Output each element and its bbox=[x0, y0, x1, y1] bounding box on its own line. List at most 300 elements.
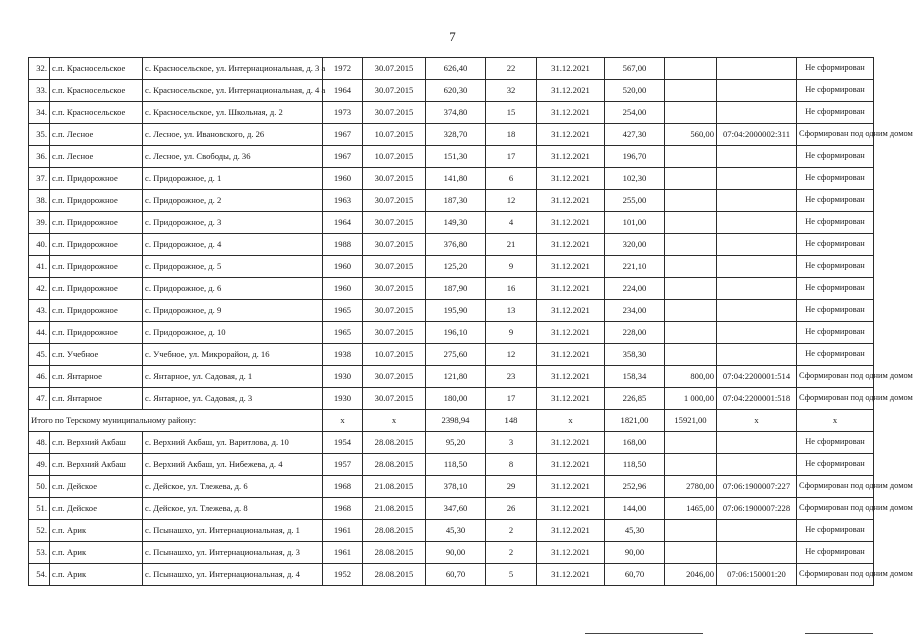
address-cell: с. Янтарное, ул. Садовая, д. 3 bbox=[143, 388, 323, 410]
residents-cell: 17 bbox=[486, 388, 537, 410]
date-cell: 28.08.2015 bbox=[363, 542, 426, 564]
date-cell: 30.07.2015 bbox=[363, 190, 426, 212]
status-cell: Не сформирован bbox=[797, 344, 874, 366]
deadline-cell: 31.12.2021 bbox=[537, 58, 605, 80]
status-cell: Не сформирован bbox=[797, 102, 874, 124]
date-cell: 30.07.2015 bbox=[363, 58, 426, 80]
status-cell: Сформирован под одним домом bbox=[797, 366, 874, 388]
deadline-cell: 31.12.2021 bbox=[537, 476, 605, 498]
area2-cell: 228,00 bbox=[605, 322, 665, 344]
land-area-cell bbox=[665, 454, 717, 476]
settlement-cell: с.п. Учебное bbox=[50, 344, 143, 366]
year-cell: 1961 bbox=[323, 542, 363, 564]
cadastral-number-cell bbox=[717, 190, 797, 212]
deadline-cell: 31.12.2021 bbox=[537, 234, 605, 256]
table-row bbox=[29, 102, 874, 124]
settlement-cell: с.п. Верхний Акбаш bbox=[50, 454, 143, 476]
residents-cell: 26 bbox=[486, 498, 537, 520]
land-area-cell: 2046,00 bbox=[665, 564, 717, 586]
settlement-cell: с.п. Придорожное bbox=[50, 278, 143, 300]
area-cell: 195,90 bbox=[426, 300, 486, 322]
residents-cell: 9 bbox=[486, 256, 537, 278]
table-row bbox=[29, 520, 874, 542]
settlement-cell: с.п. Придорожное bbox=[50, 256, 143, 278]
table-row bbox=[29, 256, 874, 278]
land-area-cell bbox=[665, 300, 717, 322]
address-cell: с. Дейское, ул. Тлежева, д. 8 bbox=[143, 498, 323, 520]
page-number: 7 bbox=[449, 29, 456, 44]
land-area-cell bbox=[665, 146, 717, 168]
status-cell: Не сформирован bbox=[797, 212, 874, 234]
area2-cell: 224,00 bbox=[605, 278, 665, 300]
land-area-cell bbox=[665, 344, 717, 366]
settlement-cell: с.п. Придорожное bbox=[50, 168, 143, 190]
residents-cell: 2 bbox=[486, 542, 537, 564]
address-cell: с. Придорожное, д. 3 bbox=[143, 212, 323, 234]
status-cell: Не сформирован bbox=[797, 80, 874, 102]
deadline-cell: 31.12.2021 bbox=[537, 80, 605, 102]
total-label: Итого по Терскому муниципальному району: bbox=[29, 410, 323, 432]
status-cell: Не сформирован bbox=[797, 322, 874, 344]
area2-cell: 144,00 bbox=[605, 498, 665, 520]
year-cell: 1973 bbox=[323, 102, 363, 124]
address-cell: с. Придорожное, д. 10 bbox=[143, 322, 323, 344]
cadastral-number-cell bbox=[717, 322, 797, 344]
row-number: 41. bbox=[29, 256, 50, 278]
area-cell: 90,00 bbox=[426, 542, 486, 564]
cadastral-number-cell bbox=[717, 80, 797, 102]
housing-registry-table bbox=[28, 57, 913, 586]
area2-cell: 255,00 bbox=[605, 190, 665, 212]
area-cell: 275,60 bbox=[426, 344, 486, 366]
date-cell: 30.07.2015 bbox=[363, 278, 426, 300]
deadline-cell: 31.12.2021 bbox=[537, 564, 605, 586]
area-cell: 376,80 bbox=[426, 234, 486, 256]
row-number: 47. bbox=[29, 388, 50, 410]
settlement-cell: с.п. Дейское bbox=[50, 498, 143, 520]
table-row bbox=[29, 300, 874, 322]
area2-cell: 196,70 bbox=[605, 146, 665, 168]
deadline-cell: 31.12.2021 bbox=[537, 146, 605, 168]
status-cell: Не сформирован bbox=[797, 520, 874, 542]
row-number: 52. bbox=[29, 520, 50, 542]
area-cell: 187,90 bbox=[426, 278, 486, 300]
address-cell: с. Красносельское, ул. Интернациональная, д. 3 а bbox=[143, 58, 323, 80]
settlement-cell: с.п. Дейское bbox=[50, 476, 143, 498]
area2-cell: 252,96 bbox=[605, 476, 665, 498]
deadline-cell: 31.12.2021 bbox=[537, 366, 605, 388]
residents-cell: 18 bbox=[486, 124, 537, 146]
row-number: 45. bbox=[29, 344, 50, 366]
deadline-cell: 31.12.2021 bbox=[537, 388, 605, 410]
cadastral-number-cell bbox=[717, 212, 797, 234]
land-area-cell bbox=[665, 322, 717, 344]
deadline-cell: 31.12.2021 bbox=[537, 278, 605, 300]
settlement-cell: с.п. Арик bbox=[50, 542, 143, 564]
row-number: 48. bbox=[29, 432, 50, 454]
address-cell: с. Лесное, ул. Свободы, д. 36 bbox=[143, 146, 323, 168]
settlement-cell: с.п. Красносельское bbox=[50, 80, 143, 102]
area2-cell: 234,00 bbox=[605, 300, 665, 322]
row-number: 46. bbox=[29, 366, 50, 388]
residents-cell: 5 bbox=[486, 564, 537, 586]
residents-cell: 6 bbox=[486, 168, 537, 190]
area-cell: 118,50 bbox=[426, 454, 486, 476]
address-cell: с. Верхний Акбаш, ул. Варитлова, д. 10 bbox=[143, 432, 323, 454]
cadastral-number-cell bbox=[717, 146, 797, 168]
table-row bbox=[29, 168, 874, 190]
residents-cell: 21 bbox=[486, 234, 537, 256]
area-cell: 620,30 bbox=[426, 80, 486, 102]
deadline-cell: 31.12.2021 bbox=[537, 344, 605, 366]
total-status: x bbox=[797, 410, 874, 432]
status-cell: Сформирован под одним домом bbox=[797, 476, 874, 498]
status-cell: Сформирован под одним домом bbox=[797, 124, 874, 146]
area-cell: 60,70 bbox=[426, 564, 486, 586]
settlement-cell: с.п. Верхний Акбаш bbox=[50, 432, 143, 454]
year-cell: 1968 bbox=[323, 498, 363, 520]
table-row bbox=[29, 322, 874, 344]
total-area: 2398,94 bbox=[426, 410, 486, 432]
date-cell: 30.07.2015 bbox=[363, 388, 426, 410]
cadastral-number-cell bbox=[717, 300, 797, 322]
settlement-cell: с.п. Арик bbox=[50, 520, 143, 542]
land-area-cell: 1 000,00 bbox=[665, 388, 717, 410]
area-cell: 180,00 bbox=[426, 388, 486, 410]
total-cadastral: x bbox=[717, 410, 797, 432]
area-cell: 141,80 bbox=[426, 168, 486, 190]
table-row bbox=[29, 432, 874, 454]
total-row bbox=[29, 410, 874, 432]
residents-cell: 23 bbox=[486, 366, 537, 388]
deadline-cell: 31.12.2021 bbox=[537, 454, 605, 476]
row-number: 33. bbox=[29, 80, 50, 102]
date-cell: 30.07.2015 bbox=[363, 366, 426, 388]
land-area-cell: 560,00 bbox=[665, 124, 717, 146]
year-cell: 1960 bbox=[323, 278, 363, 300]
deadline-cell: 31.12.2021 bbox=[537, 124, 605, 146]
year-cell: 1964 bbox=[323, 212, 363, 234]
row-number: 50. bbox=[29, 476, 50, 498]
date-cell: 30.07.2015 bbox=[363, 234, 426, 256]
row-number: 54. bbox=[29, 564, 50, 586]
deadline-cell: 31.12.2021 bbox=[537, 498, 605, 520]
table-row bbox=[29, 498, 874, 520]
area2-cell: 102,30 bbox=[605, 168, 665, 190]
total-land: 15921,00 bbox=[665, 410, 717, 432]
area-cell: 378,10 bbox=[426, 476, 486, 498]
row-number: 36. bbox=[29, 146, 50, 168]
area-cell: 125,20 bbox=[426, 256, 486, 278]
settlement-cell: с.п. Придорожное bbox=[50, 212, 143, 234]
status-cell: Не сформирован bbox=[797, 146, 874, 168]
date-cell: 30.07.2015 bbox=[363, 80, 426, 102]
table-row bbox=[29, 454, 874, 476]
year-cell: 1988 bbox=[323, 234, 363, 256]
year-cell: 1938 bbox=[323, 344, 363, 366]
address-cell: с. Псынашхо, ул. Интернациональная, д. 1 bbox=[143, 520, 323, 542]
table-row bbox=[29, 476, 874, 498]
address-cell: с. Дейское, ул. Тлежева, д. 6 bbox=[143, 476, 323, 498]
residents-cell: 13 bbox=[486, 300, 537, 322]
date-cell: 28.08.2015 bbox=[363, 564, 426, 586]
row-number: 40. bbox=[29, 234, 50, 256]
area2-cell: 226,85 bbox=[605, 388, 665, 410]
cadastral-number-cell bbox=[717, 520, 797, 542]
address-cell: с. Придорожное, д. 9 bbox=[143, 300, 323, 322]
status-cell: Сформирован под одним домом bbox=[797, 498, 874, 520]
cadastral-number-cell: 07:06:1900007:228 bbox=[717, 498, 797, 520]
land-area-cell bbox=[665, 542, 717, 564]
area2-cell: 221,10 bbox=[605, 256, 665, 278]
status-cell: Не сформирован bbox=[797, 256, 874, 278]
residents-cell: 12 bbox=[486, 190, 537, 212]
total-row-group bbox=[29, 410, 874, 432]
table-row bbox=[29, 542, 874, 564]
cadastral-number-cell: 07:04:2200001:518 bbox=[717, 388, 797, 410]
land-area-cell bbox=[665, 256, 717, 278]
land-area-cell bbox=[665, 58, 717, 80]
date-cell: 30.07.2015 bbox=[363, 256, 426, 278]
residents-cell: 29 bbox=[486, 476, 537, 498]
area2-cell: 60,70 bbox=[605, 564, 665, 586]
status-cell: Не сформирован bbox=[797, 542, 874, 564]
date-cell: 28.08.2015 bbox=[363, 520, 426, 542]
land-area-cell: 1465,00 bbox=[665, 498, 717, 520]
settlement-cell: с.п. Придорожное bbox=[50, 190, 143, 212]
address-cell: с. Придорожное, д. 4 bbox=[143, 234, 323, 256]
land-area-cell bbox=[665, 212, 717, 234]
area-cell: 95,20 bbox=[426, 432, 486, 454]
area2-cell: 520,00 bbox=[605, 80, 665, 102]
date-cell: 30.07.2015 bbox=[363, 322, 426, 344]
date-cell: 21.08.2015 bbox=[363, 498, 426, 520]
area-cell: 187,30 bbox=[426, 190, 486, 212]
area2-cell: 358,30 bbox=[605, 344, 665, 366]
year-cell: 1963 bbox=[323, 190, 363, 212]
year-cell: 1967 bbox=[323, 146, 363, 168]
year-cell: 1972 bbox=[323, 58, 363, 80]
cadastral-number-cell bbox=[717, 432, 797, 454]
year-cell: 1960 bbox=[323, 168, 363, 190]
table-row bbox=[29, 146, 874, 168]
deadline-cell: 31.12.2021 bbox=[537, 256, 605, 278]
deadline-cell: 31.12.2021 bbox=[537, 102, 605, 124]
status-cell: Не сформирован bbox=[797, 58, 874, 80]
deadline-cell: 31.12.2021 bbox=[537, 432, 605, 454]
row-number: 35. bbox=[29, 124, 50, 146]
table-body-after-total bbox=[29, 432, 913, 586]
settlement-cell: с.п. Арик bbox=[50, 564, 143, 586]
row-number: 49. bbox=[29, 454, 50, 476]
status-cell: Не сформирован bbox=[797, 454, 874, 476]
settlement-cell: с.п. Красносельское bbox=[50, 102, 143, 124]
area2-cell: 168,00 bbox=[605, 432, 665, 454]
address-cell: с. Псынашхо, ул. Интернациональная, д. 4 bbox=[143, 564, 323, 586]
date-cell: 30.07.2015 bbox=[363, 212, 426, 234]
row-number: 37. bbox=[29, 168, 50, 190]
deadline-cell: 31.12.2021 bbox=[537, 322, 605, 344]
cadastral-number-cell: 07:04:2200001:514 bbox=[717, 366, 797, 388]
area-cell: 196,10 bbox=[426, 322, 486, 344]
settlement-cell: с.п. Лесное bbox=[50, 146, 143, 168]
land-area-cell: 800,00 bbox=[665, 366, 717, 388]
row-number: 38. bbox=[29, 190, 50, 212]
date-cell: 30.07.2015 bbox=[363, 300, 426, 322]
year-cell: 1952 bbox=[323, 564, 363, 586]
row-number: 44. bbox=[29, 322, 50, 344]
row-number: 51. bbox=[29, 498, 50, 520]
year-cell: 1957 bbox=[323, 454, 363, 476]
table-row bbox=[29, 388, 874, 410]
table-row bbox=[29, 190, 874, 212]
table-row bbox=[29, 278, 874, 300]
area-cell: 626,40 bbox=[426, 58, 486, 80]
date-cell: 10.07.2015 bbox=[363, 344, 426, 366]
area-cell: 149,30 bbox=[426, 212, 486, 234]
area2-cell: 567,00 bbox=[605, 58, 665, 80]
area-cell: 374,80 bbox=[426, 102, 486, 124]
land-area-cell bbox=[665, 168, 717, 190]
residents-cell: 3 bbox=[486, 432, 537, 454]
table-row bbox=[29, 212, 874, 234]
cadastral-number-cell bbox=[717, 58, 797, 80]
residents-cell: 32 bbox=[486, 80, 537, 102]
address-cell: с. Придорожное, д. 1 bbox=[143, 168, 323, 190]
date-cell: 21.08.2015 bbox=[363, 476, 426, 498]
status-cell: Не сформирован bbox=[797, 432, 874, 454]
settlement-cell: с.п. Придорожное bbox=[50, 322, 143, 344]
area2-cell: 101,00 bbox=[605, 212, 665, 234]
total-deadline: x bbox=[537, 410, 605, 432]
settlement-cell: с.п. Лесное bbox=[50, 124, 143, 146]
address-cell: с. Придорожное, д. 5 bbox=[143, 256, 323, 278]
year-cell: 1954 bbox=[323, 432, 363, 454]
land-area-cell bbox=[665, 102, 717, 124]
area-cell: 121,80 bbox=[426, 366, 486, 388]
cadastral-number-cell: 07:06:1900007:227 bbox=[717, 476, 797, 498]
total-residents: 148 bbox=[486, 410, 537, 432]
row-number: 53. bbox=[29, 542, 50, 564]
address-cell: с. Красносельское, ул. Интернациональная, д. 4 а bbox=[143, 80, 323, 102]
signature-line bbox=[805, 633, 873, 634]
status-cell: Сформирован под одним домом bbox=[797, 564, 874, 586]
deadline-cell: 31.12.2021 bbox=[537, 212, 605, 234]
deadline-cell: 31.12.2021 bbox=[537, 520, 605, 542]
status-cell: Не сформирован bbox=[797, 190, 874, 212]
row-number: 34. bbox=[29, 102, 50, 124]
year-cell: 1965 bbox=[323, 322, 363, 344]
status-cell: Не сформирован bbox=[797, 234, 874, 256]
residents-cell: 9 bbox=[486, 322, 537, 344]
address-cell: с. Придорожное, д. 6 bbox=[143, 278, 323, 300]
residents-cell: 17 bbox=[486, 146, 537, 168]
cadastral-number-cell bbox=[717, 256, 797, 278]
area-cell: 328,70 bbox=[426, 124, 486, 146]
area2-cell: 118,50 bbox=[605, 454, 665, 476]
table-row bbox=[29, 234, 874, 256]
residents-cell: 2 bbox=[486, 520, 537, 542]
settlement-cell: с.п. Красносельское bbox=[50, 58, 143, 80]
area2-cell: 254,00 bbox=[605, 102, 665, 124]
row-number: 42. bbox=[29, 278, 50, 300]
deadline-cell: 31.12.2021 bbox=[537, 168, 605, 190]
year-cell: 1961 bbox=[323, 520, 363, 542]
area-cell: 151,30 bbox=[426, 146, 486, 168]
area2-cell: 158,34 bbox=[605, 366, 665, 388]
cadastral-number-cell bbox=[717, 168, 797, 190]
signature-line bbox=[585, 633, 703, 634]
table-row bbox=[29, 564, 874, 586]
table-row bbox=[29, 58, 874, 80]
address-cell: с. Красносельское, ул. Школьная, д. 2 bbox=[143, 102, 323, 124]
area2-cell: 320,00 bbox=[605, 234, 665, 256]
date-cell: 10.07.2015 bbox=[363, 124, 426, 146]
total-area2: 1821,00 bbox=[605, 410, 665, 432]
area2-cell: 90,00 bbox=[605, 542, 665, 564]
address-cell: с. Учебное, ул. Микрорайон, д. 16 bbox=[143, 344, 323, 366]
row-number: 32. bbox=[29, 58, 50, 80]
residents-cell: 12 bbox=[486, 344, 537, 366]
address-cell: с. Придорожное, д. 2 bbox=[143, 190, 323, 212]
land-area-cell bbox=[665, 190, 717, 212]
table-row bbox=[29, 366, 874, 388]
cadastral-number-cell bbox=[717, 542, 797, 564]
table-row bbox=[29, 344, 874, 366]
status-cell: Не сформирован bbox=[797, 168, 874, 190]
status-cell: Сформирован под одним домом bbox=[797, 388, 874, 410]
deadline-cell: 31.12.2021 bbox=[537, 300, 605, 322]
residents-cell: 22 bbox=[486, 58, 537, 80]
year-cell: 1967 bbox=[323, 124, 363, 146]
row-number: 43. bbox=[29, 300, 50, 322]
cadastral-number-cell bbox=[717, 454, 797, 476]
land-area-cell bbox=[665, 520, 717, 542]
cadastral-number-cell bbox=[717, 102, 797, 124]
residents-cell: 15 bbox=[486, 102, 537, 124]
year-cell: 1965 bbox=[323, 300, 363, 322]
date-cell: 10.07.2015 bbox=[363, 146, 426, 168]
land-area-cell bbox=[665, 432, 717, 454]
table-row bbox=[29, 124, 874, 146]
address-cell: с. Лесное, ул. Ивановского, д. 26 bbox=[143, 124, 323, 146]
land-area-cell bbox=[665, 80, 717, 102]
table-body-before-total bbox=[29, 58, 913, 410]
total-date: x bbox=[363, 410, 426, 432]
year-cell: 1964 bbox=[323, 80, 363, 102]
settlement-cell: с.п. Янтарное bbox=[50, 388, 143, 410]
area-cell: 45,30 bbox=[426, 520, 486, 542]
cadastral-number-cell bbox=[717, 344, 797, 366]
land-area-cell bbox=[665, 234, 717, 256]
area2-cell: 45,30 bbox=[605, 520, 665, 542]
residents-cell: 16 bbox=[486, 278, 537, 300]
area-cell: 347,60 bbox=[426, 498, 486, 520]
deadline-cell: 31.12.2021 bbox=[537, 190, 605, 212]
area2-cell: 427,30 bbox=[605, 124, 665, 146]
date-cell: 30.07.2015 bbox=[363, 102, 426, 124]
settlement-cell: с.п. Янтарное bbox=[50, 366, 143, 388]
settlement-cell: с.п. Придорожное bbox=[50, 300, 143, 322]
total-year: x bbox=[323, 410, 363, 432]
year-cell: 1930 bbox=[323, 366, 363, 388]
residents-cell: 4 bbox=[486, 212, 537, 234]
year-cell: 1968 bbox=[323, 476, 363, 498]
status-cell: Не сформирован bbox=[797, 300, 874, 322]
status-cell: Не сформирован bbox=[797, 278, 874, 300]
land-area-cell bbox=[665, 278, 717, 300]
cadastral-number-cell bbox=[717, 234, 797, 256]
